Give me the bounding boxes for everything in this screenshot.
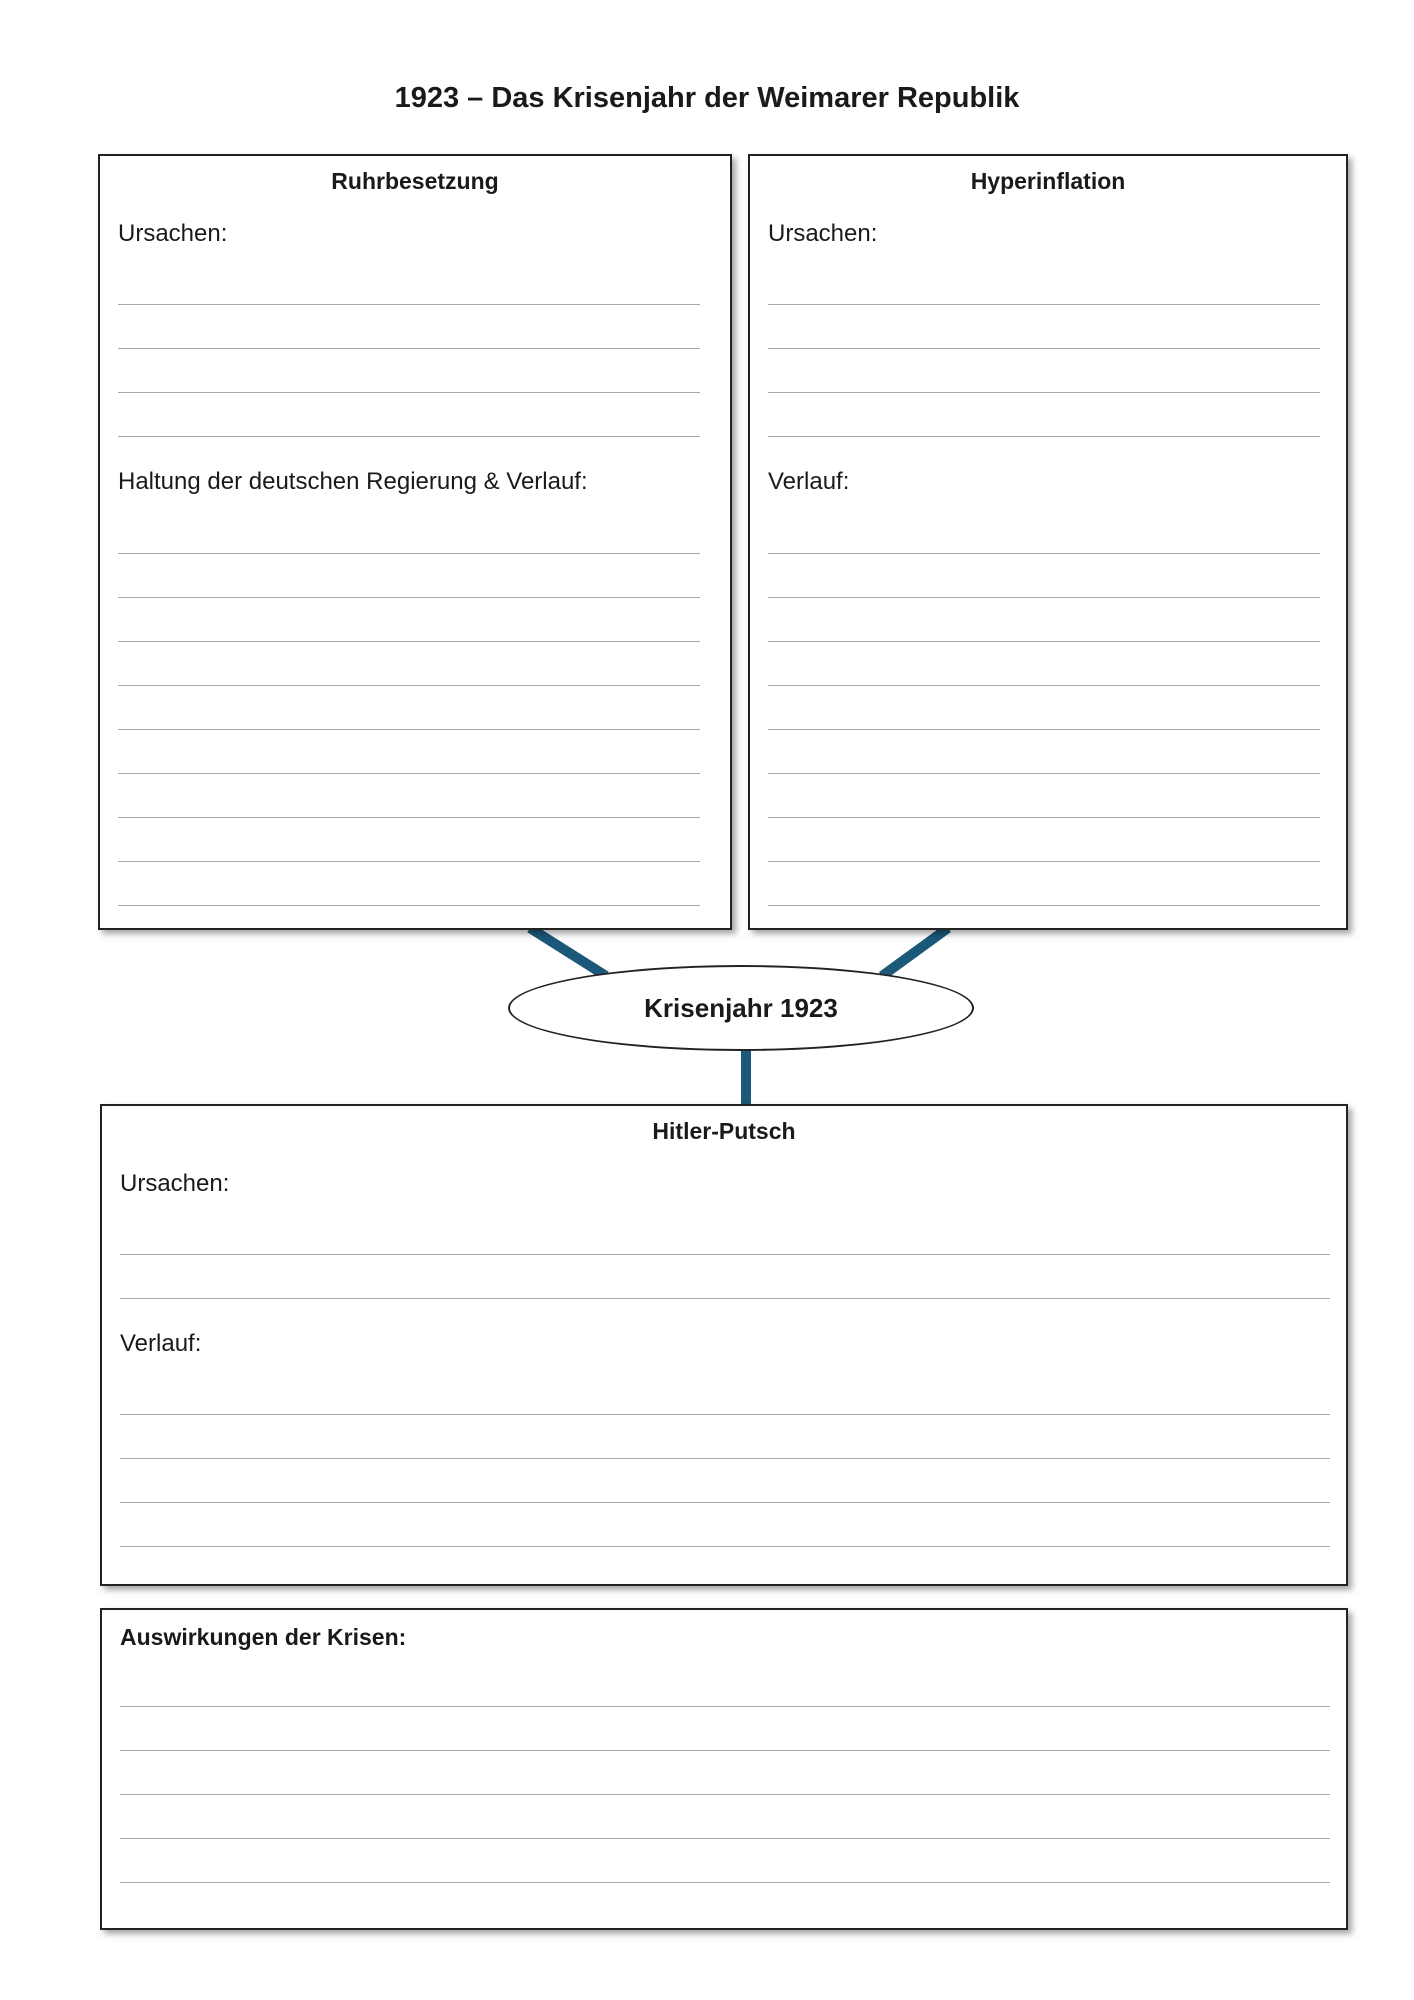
writing-line[interactable] bbox=[118, 641, 700, 642]
writing-line[interactable] bbox=[768, 817, 1320, 818]
writing-line[interactable] bbox=[120, 1298, 1330, 1299]
ruhrbesetzung-causes-label: Ursachen: bbox=[118, 220, 228, 247]
writing-line[interactable] bbox=[118, 348, 700, 349]
writing-line[interactable] bbox=[768, 905, 1320, 906]
writing-line[interactable] bbox=[768, 553, 1320, 554]
writing-line[interactable] bbox=[768, 729, 1320, 730]
writing-line[interactable] bbox=[118, 553, 700, 554]
writing-line[interactable] bbox=[118, 597, 700, 598]
hitler-putsch-causes-label: Ursachen: bbox=[120, 1170, 230, 1197]
writing-line[interactable] bbox=[120, 1882, 1330, 1883]
writing-line[interactable] bbox=[118, 436, 700, 437]
hitler-putsch-title: Hitler-Putsch bbox=[652, 1118, 796, 1144]
writing-line[interactable] bbox=[120, 1838, 1330, 1839]
writing-line[interactable] bbox=[120, 1502, 1330, 1503]
krisenjahr-label: Krisenjahr 1923 bbox=[644, 992, 838, 1023]
writing-line[interactable] bbox=[768, 304, 1320, 305]
writing-line[interactable] bbox=[120, 1706, 1330, 1707]
auswirkungen-box bbox=[100, 1608, 1348, 1930]
writing-line[interactable] bbox=[120, 1794, 1330, 1795]
writing-line[interactable] bbox=[768, 641, 1320, 642]
writing-line[interactable] bbox=[768, 392, 1320, 393]
page-title: 1923 – Das Krisenjahr der Weimarer Republik bbox=[394, 82, 1020, 114]
writing-line[interactable] bbox=[768, 436, 1320, 437]
writing-line[interactable] bbox=[768, 597, 1320, 598]
writing-line[interactable] bbox=[120, 1414, 1330, 1415]
writing-line[interactable] bbox=[768, 348, 1320, 349]
writing-line[interactable] bbox=[768, 685, 1320, 686]
writing-line[interactable] bbox=[768, 861, 1320, 862]
writing-line[interactable] bbox=[118, 861, 700, 862]
ruhrbesetzung-course-label: Haltung der deutschen Regierung & Verlauf: bbox=[118, 468, 588, 495]
ruhrbesetzung-title: Ruhrbesetzung bbox=[331, 168, 499, 194]
writing-line[interactable] bbox=[118, 817, 700, 818]
writing-line[interactable] bbox=[118, 905, 700, 906]
hyperinflation-course-label: Verlauf: bbox=[768, 468, 850, 495]
hyperinflation-causes-label: Ursachen: bbox=[768, 220, 878, 247]
writing-line[interactable] bbox=[120, 1254, 1330, 1255]
writing-line[interactable] bbox=[118, 685, 700, 686]
writing-line[interactable] bbox=[118, 304, 700, 305]
auswirkungen-title: Auswirkungen der Krisen: bbox=[120, 1624, 407, 1650]
hyperinflation-box bbox=[748, 154, 1348, 930]
writing-line[interactable] bbox=[118, 773, 700, 774]
writing-line[interactable] bbox=[118, 729, 700, 730]
writing-line[interactable] bbox=[118, 392, 700, 393]
hyperinflation-title: Hyperinflation bbox=[970, 168, 1126, 194]
writing-line[interactable] bbox=[120, 1750, 1330, 1751]
writing-line[interactable] bbox=[768, 773, 1320, 774]
hitler-putsch-course-label: Verlauf: bbox=[120, 1330, 202, 1357]
ruhrbesetzung-box bbox=[98, 154, 732, 930]
krisenjahr-oval bbox=[508, 965, 974, 1051]
writing-line[interactable] bbox=[120, 1458, 1330, 1459]
hitler-putsch-box bbox=[100, 1104, 1348, 1586]
writing-line[interactable] bbox=[120, 1546, 1330, 1547]
